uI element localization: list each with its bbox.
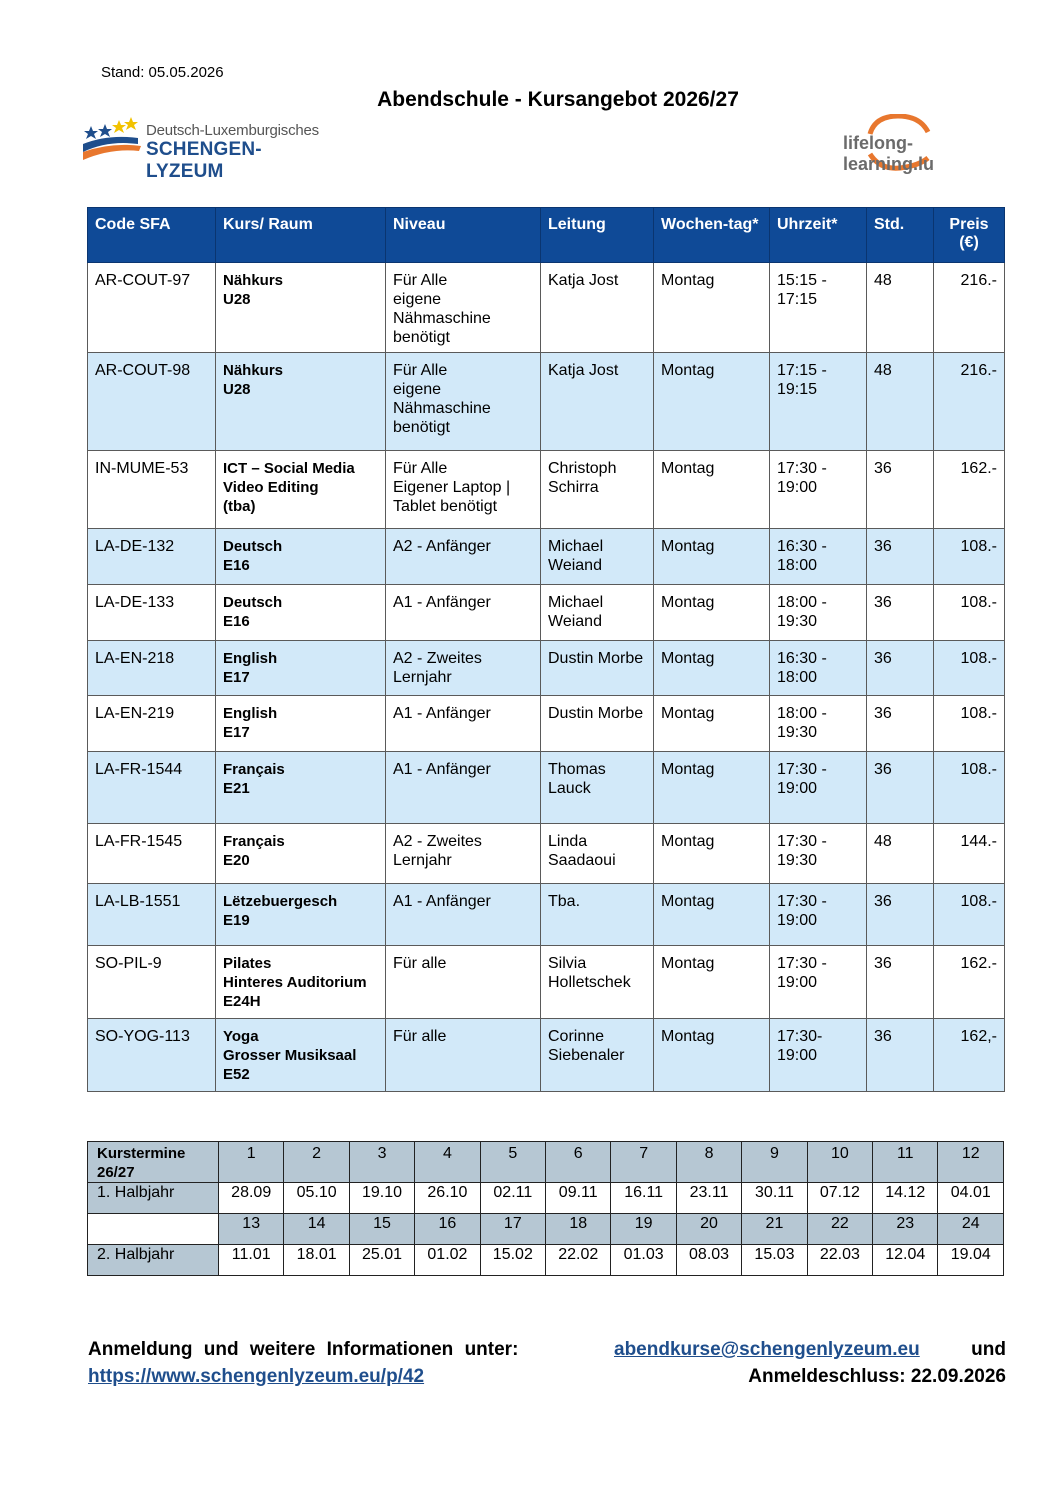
course-price: 108.- <box>934 752 1005 824</box>
course-level: A2 - Zweites Lernjahr <box>386 641 541 696</box>
course-title: Français <box>223 833 285 850</box>
header-preis: Preis (€) <box>934 208 1005 263</box>
course-hours: 36 <box>867 1019 934 1092</box>
course-name <box>216 529 386 585</box>
session-date: 07.12 <box>807 1183 872 1214</box>
course-teacher: Katja Jost <box>541 263 654 353</box>
header-code: Code SFA <box>88 208 216 263</box>
course-weekday: Montag <box>654 696 770 752</box>
course-title: Pilates Hinteres Auditorium <box>223 955 367 991</box>
course-price: 108.- <box>934 585 1005 641</box>
course-row <box>88 641 1005 696</box>
course-row <box>88 451 1005 529</box>
course-hours: 36 <box>867 946 934 1019</box>
course-row <box>88 529 1005 585</box>
course-weekday: Montag <box>654 585 770 641</box>
course-time: 18:00 - 19:30 <box>770 585 867 641</box>
course-room: E52 <box>223 1066 250 1083</box>
session-number: 3 <box>349 1142 414 1183</box>
course-hours: 36 <box>867 585 934 641</box>
course-level: A2 - Zweites Lernjahr <box>386 824 541 884</box>
course-price: 144.- <box>934 824 1005 884</box>
session-date: 22.02 <box>546 1245 611 1276</box>
session-number: 4 <box>415 1142 480 1183</box>
course-room: U28 <box>223 291 251 308</box>
email-link[interactable]: abendkurse@schengenlyzeum.eu <box>614 1339 920 1360</box>
course-title: ICT – Social Media Video Editing <box>223 460 355 496</box>
course-weekday: Montag <box>654 1019 770 1092</box>
course-weekday: Montag <box>654 451 770 529</box>
course-title: Nähkurs <box>223 272 284 289</box>
course-time: 15:15 - 17:15 <box>770 263 867 353</box>
course-weekday: Montag <box>654 641 770 696</box>
course-name <box>216 263 386 353</box>
course-row <box>88 884 1005 946</box>
course-code: LA-DE-132 <box>88 529 216 585</box>
course-level: A1 - Anfänger <box>386 884 541 946</box>
course-time: 17:30 - 19:00 <box>770 752 867 824</box>
course-teacher: Thomas Lauck <box>541 752 654 824</box>
course-name <box>216 1019 386 1092</box>
course-time: 17:30 - 19:00 <box>770 946 867 1019</box>
course-room: (tba) <box>223 498 256 515</box>
session-date: 19.04 <box>938 1245 1004 1276</box>
session-number: 23 <box>873 1214 938 1245</box>
course-weekday: Montag <box>654 946 770 1019</box>
course-price: 216.- <box>934 263 1005 353</box>
course-level: A1 - Anfänger <box>386 752 541 824</box>
session-number: 16 <box>415 1214 480 1245</box>
session-date: 25.01 <box>349 1245 414 1276</box>
stand-date: Stand: 05.05.2026 <box>101 64 224 81</box>
course-time: 17:30 - 19:00 <box>770 451 867 529</box>
second-half-label: 2. Halbjahr <box>88 1245 219 1276</box>
session-date: 22.03 <box>807 1245 872 1276</box>
page-title: Abendschule - Kursangebot 2026/27 <box>377 88 739 111</box>
course-price: 162.- <box>934 946 1005 1019</box>
course-weekday: Montag <box>654 353 770 451</box>
course-row <box>88 1019 1005 1092</box>
course-code: AR-COUT-97 <box>88 263 216 353</box>
course-price: 162,- <box>934 1019 1005 1092</box>
session-date: 15.03 <box>742 1245 807 1276</box>
course-row <box>88 353 1005 451</box>
session-date: 23.11 <box>676 1183 741 1214</box>
header-uhrzeit: Uhrzeit* <box>770 208 867 263</box>
flag-stars-icon <box>83 114 143 162</box>
course-time: 16:30 - 18:00 <box>770 641 867 696</box>
course-hours: 36 <box>867 752 934 824</box>
course-price: 108.- <box>934 696 1005 752</box>
course-teacher: Dustin Morbe <box>541 696 654 752</box>
session-number: 2 <box>284 1142 349 1183</box>
course-title: Deutsch <box>223 538 283 555</box>
course-teacher: Christoph Schirra <box>541 451 654 529</box>
course-name <box>216 641 386 696</box>
session-date: 18.01 <box>284 1245 349 1276</box>
session-date: 12.04 <box>873 1245 938 1276</box>
registration-deadline: Anmeldeschluss: 22.09.2026 <box>748 1366 1006 1387</box>
course-row <box>88 946 1005 1019</box>
session-date: 09.11 <box>546 1183 611 1214</box>
course-code: LA-FR-1545 <box>88 824 216 884</box>
footer <box>88 1339 1006 1393</box>
course-time: 18:00 - 19:30 <box>770 696 867 752</box>
course-room: E16 <box>223 613 250 630</box>
course-code: IN-MUME-53 <box>88 451 216 529</box>
course-teacher: Tba. <box>541 884 654 946</box>
session-date: 11.01 <box>219 1245 284 1276</box>
session-number: 20 <box>676 1214 741 1245</box>
session-date: 26.10 <box>415 1183 480 1214</box>
course-row <box>88 263 1005 353</box>
course-row <box>88 752 1005 824</box>
session-date: 14.12 <box>873 1183 938 1214</box>
course-name <box>216 946 386 1019</box>
session-date: 05.10 <box>284 1183 349 1214</box>
session-number: 24 <box>938 1214 1004 1245</box>
course-room: E19 <box>223 912 250 929</box>
session-number: 13 <box>219 1214 284 1245</box>
course-room: E24H <box>223 993 261 1010</box>
session-number: 5 <box>480 1142 545 1183</box>
course-time: 17:30 - 19:00 <box>770 884 867 946</box>
session-number: 22 <box>807 1214 872 1245</box>
course-name <box>216 353 386 451</box>
logo-line2: SCHENGEN-LYZEUM <box>146 139 262 182</box>
session-number: 21 <box>742 1214 807 1245</box>
session-number: 9 <box>742 1142 807 1183</box>
course-code: LA-LB-1551 <box>88 884 216 946</box>
session-number: 11 <box>873 1142 938 1183</box>
course-price: 162.- <box>934 451 1005 529</box>
footer-intro: Anmeldung und weitere Informationen unter: <box>88 1339 519 1360</box>
course-price: 108.- <box>934 641 1005 696</box>
header-std: Std. <box>867 208 934 263</box>
course-room: U28 <box>223 381 251 398</box>
course-teacher: Silvia Holletschek <box>541 946 654 1019</box>
session-date: 02.11 <box>480 1183 545 1214</box>
session-date: 04.01 <box>938 1183 1004 1214</box>
session-number: 17 <box>480 1214 545 1245</box>
course-code: LA-EN-218 <box>88 641 216 696</box>
course-name <box>216 451 386 529</box>
course-code: SO-PIL-9 <box>88 946 216 1019</box>
course-level: Für alle <box>386 1019 541 1092</box>
course-title: Nähkurs <box>223 362 284 379</box>
course-table <box>87 207 1005 1092</box>
header-niveau: Niveau <box>386 208 541 263</box>
logo-line1: Deutsch-Luxemburgisches <box>146 122 319 139</box>
course-code: LA-EN-219 <box>88 696 216 752</box>
course-title: Yoga Grosser Musiksaal <box>223 1028 357 1064</box>
dates-label-head: Kurstermine 26/27 <box>88 1142 219 1183</box>
course-price: 108.- <box>934 529 1005 585</box>
session-number: 6 <box>546 1142 611 1183</box>
course-level: Für Alle Eigener Laptop | Tablet benötigt <box>386 451 541 529</box>
session-number: 14 <box>284 1214 349 1245</box>
course-name <box>216 884 386 946</box>
session-number: 19 <box>611 1214 676 1245</box>
course-hours: 36 <box>867 641 934 696</box>
course-teacher: Dustin Morbe <box>541 641 654 696</box>
course-weekday: Montag <box>654 824 770 884</box>
session-date: 01.03 <box>611 1245 676 1276</box>
course-title: English <box>223 705 278 722</box>
header-leitung: Leitung <box>541 208 654 263</box>
course-hours: 48 <box>867 353 934 451</box>
course-name <box>216 824 386 884</box>
course-hours: 36 <box>867 529 934 585</box>
session-date: 08.03 <box>676 1245 741 1276</box>
course-title: English <box>223 650 278 667</box>
course-time: 16:30 - 18:00 <box>770 529 867 585</box>
course-title: Français <box>223 761 285 778</box>
session-number: 10 <box>807 1142 872 1183</box>
session-date: 16.11 <box>611 1183 676 1214</box>
footer-und: und <box>971 1339 1006 1360</box>
course-room: E20 <box>223 852 250 869</box>
session-date: 28.09 <box>219 1183 284 1214</box>
course-row <box>88 696 1005 752</box>
course-row <box>88 585 1005 641</box>
session-date: 30.11 <box>742 1183 807 1214</box>
course-name <box>216 585 386 641</box>
course-weekday: Montag <box>654 752 770 824</box>
course-time: 17:30- 19:00 <box>770 1019 867 1092</box>
header-wochentag: Wochen-tag* <box>654 208 770 263</box>
course-row <box>88 824 1005 884</box>
session-date: 01.02 <box>415 1245 480 1276</box>
course-code: LA-FR-1544 <box>88 752 216 824</box>
course-time: 17:30 - 19:30 <box>770 824 867 884</box>
course-teacher: Katja Jost <box>541 353 654 451</box>
course-price: 108.- <box>934 884 1005 946</box>
course-hours: 36 <box>867 696 934 752</box>
course-name <box>216 696 386 752</box>
session-number: 8 <box>676 1142 741 1183</box>
session-date: 15.02 <box>480 1245 545 1276</box>
schengen-lyzeum-logo <box>83 114 333 182</box>
course-title: Deutsch <box>223 594 283 611</box>
course-code: AR-COUT-98 <box>88 353 216 451</box>
course-room: E17 <box>223 669 250 686</box>
course-level: A1 - Anfänger <box>386 696 541 752</box>
session-date: 19.10 <box>349 1183 414 1214</box>
course-teacher: Michael Weiand <box>541 585 654 641</box>
course-hours: 36 <box>867 451 934 529</box>
lifelong-learning-logo <box>840 114 1000 172</box>
course-weekday: Montag <box>654 884 770 946</box>
course-level: Für Alle eigene Nähmaschine benötigt <box>386 353 541 451</box>
session-number: 7 <box>611 1142 676 1183</box>
course-teacher: Corinne Siebenaler <box>541 1019 654 1092</box>
session-number: 12 <box>938 1142 1004 1183</box>
course-hours: 48 <box>867 824 934 884</box>
course-name <box>216 752 386 824</box>
session-number: 1 <box>219 1142 284 1183</box>
course-teacher: Michael Weiand <box>541 529 654 585</box>
course-room: E16 <box>223 557 250 574</box>
course-level: Für Alle eigene Nähmaschine benötigt <box>386 263 541 353</box>
logo-text: lifelong-learning.lu <box>843 133 935 174</box>
course-code: SO-YOG-113 <box>88 1019 216 1092</box>
website-link[interactable]: https://www.schengenlyzeum.eu/p/42 <box>88 1366 425 1387</box>
course-hours: 36 <box>867 884 934 946</box>
session-number: 18 <box>546 1214 611 1245</box>
first-half-label: 1. Halbjahr <box>88 1183 219 1214</box>
course-teacher: Linda Saadaoui <box>541 824 654 884</box>
course-hours: 48 <box>867 263 934 353</box>
course-code: LA-DE-133 <box>88 585 216 641</box>
course-weekday: Montag <box>654 529 770 585</box>
course-weekday: Montag <box>654 263 770 353</box>
course-level: A2 - Anfänger <box>386 529 541 585</box>
course-room: E21 <box>223 780 250 797</box>
header-kurs: Kurs/ Raum <box>216 208 386 263</box>
course-time: 17:15 - 19:15 <box>770 353 867 451</box>
course-room: E17 <box>223 724 250 741</box>
course-level: Für alle <box>386 946 541 1019</box>
course-level: A1 - Anfänger <box>386 585 541 641</box>
course-price: 216.- <box>934 353 1005 451</box>
dates-table <box>87 1141 1004 1276</box>
session-number: 15 <box>349 1214 414 1245</box>
course-title: Lëtzebuergesch <box>223 893 338 910</box>
dates-blank-cell <box>88 1214 219 1245</box>
table-header-row <box>88 208 1005 263</box>
